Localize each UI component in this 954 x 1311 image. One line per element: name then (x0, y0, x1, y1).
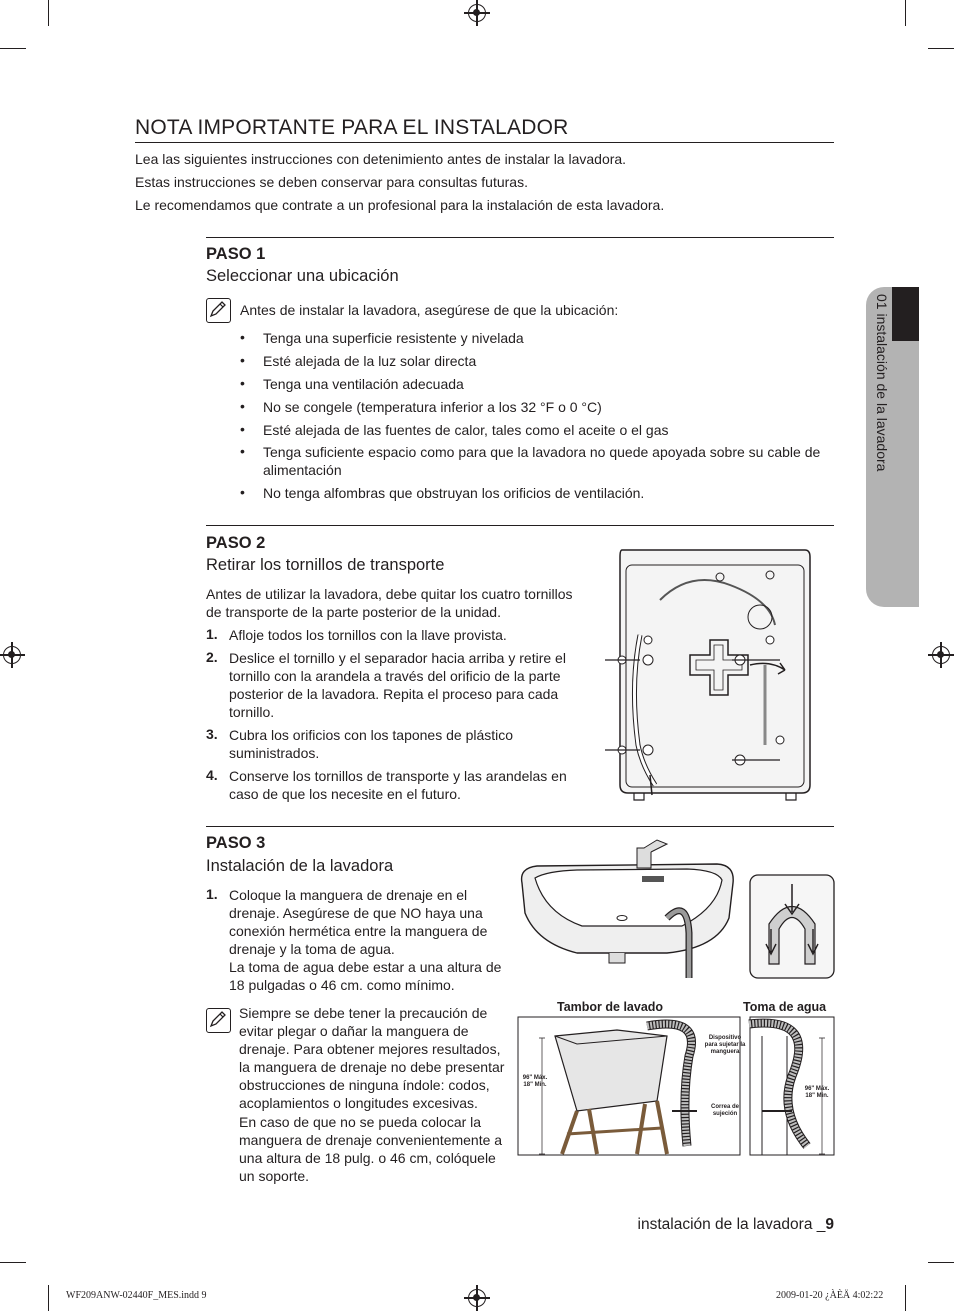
bullet-icon: • (240, 352, 245, 368)
list-item: Cubra los orificios con los tapones de plástico suministrados. (229, 727, 514, 761)
step1-label: PASO 1 (206, 245, 266, 263)
list-item: Tenga suficiente espacio como para que la lavadora no quede apoyada sobre su cable de alimentación (263, 444, 821, 478)
bullet-icon: • (240, 398, 245, 414)
list-item: Tenga una superficie resistente y nivelada (263, 330, 524, 346)
list-item: No se congele (temperatura inferior a los 32 °F o 0 °C) (263, 399, 602, 415)
height-right-max: 96" Máx. (804, 1086, 830, 1092)
washer-back-illustration (600, 545, 815, 815)
page-footer (638, 1216, 834, 1234)
print-slug-left: WF209ANW-02440F_MES.indd 9 (66, 1290, 207, 1301)
registration-mark-icon (3, 646, 21, 664)
registration-mark-icon (468, 4, 486, 22)
strap-label: Correa de sujeción (710, 1104, 739, 1117)
note-line: la manguera de drenaje no debe presentar (239, 1059, 505, 1075)
bullet-icon: • (240, 484, 245, 500)
chapter-tab-marker (892, 287, 919, 341)
intro-line: Estas instrucciones se deben conservar para consultas futuras. (135, 174, 528, 190)
list-item: Esté alejada de la luz solar directa (263, 353, 477, 369)
list-item-line: conexión hermética entre la manguera de (229, 923, 488, 939)
water-inlet-label: Toma de agua (743, 1000, 827, 1014)
height-right-min: 18" Min. (805, 1093, 829, 1099)
list-number: 2. (206, 649, 218, 665)
title-underline (135, 142, 834, 143)
note-line: obstrucciones de ninguna índole: codos, (239, 1077, 490, 1093)
sink-illustration (517, 838, 742, 978)
list-number: 3. (206, 726, 218, 742)
step3-title: Instalación de la lavadora (206, 857, 394, 875)
note-line: manguera de drenaje convenientemente a (239, 1132, 503, 1148)
crop-mark (905, 1285, 906, 1311)
step2-title: Retirar los tornillos de transporte (206, 556, 445, 574)
note-line: acoplamientos o longitudes excesivas. (239, 1095, 478, 1111)
step3-label: PASO 3 (206, 834, 266, 852)
intro-line: Lea las siguientes instrucciones con detenimiento antes de instalar la lavadora. (135, 151, 627, 167)
crop-mark (48, 0, 49, 26)
list-item-line: drenaje y la toma de agua. (229, 941, 395, 957)
list-item: Deslice el tornillo y el separador hacia arriba y retire el tornillo con la arandela a través del orificio de la parte posterior de la lavadora. Repita el proceso para cada tornillo. (229, 650, 566, 720)
note-line: drenaje. Para obtener mejores resultados, (239, 1041, 501, 1057)
list-item-line: La toma de agua debe estar a una altura de (229, 959, 502, 975)
list-item-line: drenaje. Asegúrese de que NO haya una (229, 905, 483, 921)
section-divider (206, 525, 834, 526)
footer-text: instalación de la lavadora _ (637, 1216, 826, 1233)
registration-mark-icon (932, 646, 950, 664)
list-number: 4. (206, 767, 218, 783)
crop-mark (0, 1262, 26, 1263)
page-number: 9 (825, 1216, 834, 1233)
tub-label: Tambor de lavado (557, 1000, 664, 1014)
bullet-icon: • (240, 329, 245, 345)
section-divider (206, 237, 834, 238)
step1-title: Seleccionar una ubicación (206, 267, 399, 285)
list-item-line: 18 pulgadas o 46 cm. como mínimo. (229, 977, 455, 993)
chapter-tab-label: 01 instalación de la lavadora (874, 294, 890, 472)
drain-hose-illustration (517, 1016, 835, 1156)
page-title: NOTA IMPORTANTE PARA EL INSTALADOR (135, 116, 569, 139)
bullet-icon: • (240, 443, 245, 459)
list-item: Afloje todos los tornillos con la llave provista. (229, 627, 507, 643)
print-slug-right: 2009-01-20 ¿ÀÈÄ 4:02:22 (776, 1290, 884, 1301)
note-line: una altura de 18 pulg. o 46 cm, colóquele (239, 1150, 496, 1166)
note-line: En caso de que no se pueda colocar la (239, 1114, 482, 1130)
crop-mark (0, 48, 26, 49)
list-item: No tenga alfombras que obstruyan los orificios de ventilación. (263, 485, 645, 501)
crop-mark (928, 1262, 954, 1263)
height-left-min: 18" Min. (523, 1082, 547, 1088)
note-pencil-icon (206, 298, 231, 323)
note-line: Siempre se debe tener la precaución de (239, 1005, 488, 1021)
intro-line: Le recomendamos que contrate a un profesional para la instalación de esta lavadora. (135, 197, 665, 213)
step2-label: PASO 2 (206, 534, 266, 552)
list-item-line: Coloque la manguera de drenaje en el (229, 887, 468, 903)
list-number: 1. (206, 886, 218, 902)
list-item: Tenga una ventilación adecuada (263, 376, 464, 392)
registration-mark-icon (468, 1289, 486, 1307)
list-item: Esté alejada de las fuentes de calor, tales como el aceite o el gas (263, 422, 669, 438)
hose-holder-inset (749, 874, 835, 979)
note-pencil-icon (206, 1008, 231, 1033)
crop-mark (928, 48, 954, 49)
crop-mark (905, 0, 906, 26)
bullet-icon: • (240, 375, 245, 391)
step1-note: Antes de instalar la lavadora, asegúrese de que la ubicación: (240, 302, 619, 318)
step2-intro: Antes de utilizar la lavadora, debe quitar los cuatro tornillos de transporte de la parte posterior de la unidad. (206, 586, 573, 620)
list-item: Conserve los tornillos de transporte y las arandelas en caso de que los necesite en el futuro. (229, 768, 567, 802)
height-left-max: 96" Máx. (522, 1075, 548, 1081)
list-number: 1. (206, 626, 218, 642)
section-divider (206, 826, 834, 827)
crop-mark (48, 1285, 49, 1311)
bullet-icon: • (240, 421, 245, 437)
hose-holder-label: Dispositivo para sujetar la manguera (704, 1035, 746, 1055)
note-line: evitar plegar o dañar la manguera de (239, 1023, 469, 1039)
note-line: un soporte. (239, 1168, 310, 1184)
